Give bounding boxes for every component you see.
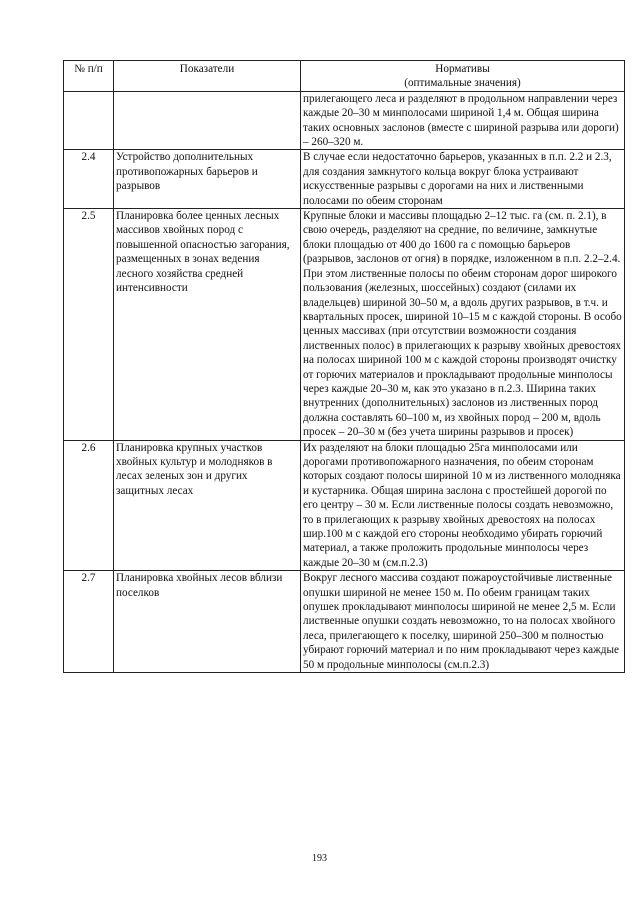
header-norms-title: Нормативы (435, 63, 490, 75)
table-row (64, 571, 625, 673)
header-num: № п/п (64, 61, 114, 92)
row-norm: В случае если недостаточно барьеров, указанных в п.п. 2.2 и 2.3, для создания замкнутого кольца вокруг блока устраивают искусственные разрывы с дорогами на них и лиственными полосами по обеим сторонам (301, 150, 625, 209)
norms-table (63, 60, 625, 673)
row-indicator: Устройство дополнительных противопожарных барьеров и разрывов (114, 150, 301, 209)
row-indicator: Планировка хвойных лесов вблизи поселков (114, 571, 301, 673)
header-indicators: Показатели (114, 61, 301, 92)
table-header-row (64, 61, 625, 92)
table-row (64, 440, 625, 571)
table-row (64, 209, 625, 441)
row-number: 2.6 (64, 440, 114, 571)
row-number: 2.4 (64, 150, 114, 209)
row-norm: Их разделяют на блоки площадью 25га минполосами или дорогами противопожарного назначения, по обеим сторонам которых создают полосы шириной 10 м из лиственного молодняка и кустарника. Общая ширина заслона с простейшей дорогой по его центру – 30 м. Если лиственные полосы создать невозможно, то в прилегающих к разрыву хвойных древостоях на полосах шир.100 м с каждой его стороны необходимо убирать горючий материал, а также проложить продольные минполосы через каждые 20–30 м (см.п.2.3) (301, 440, 625, 571)
row-number: 2.7 (64, 571, 114, 673)
page-number: 193 (312, 853, 327, 864)
document-page (63, 60, 624, 673)
table-row (64, 91, 625, 150)
row-indicator: Планировка более ценных лесных массивов хвойных пород с повышенной опасностью загорания, размещенных в зонах ведения лесного хозяйства средней интенсивности (114, 209, 301, 441)
header-norms-subtitle: (оптимальные значения) (404, 77, 521, 90)
row-indicator: Планировка крупных участков хвойных культур и молодняков в лесах зеленых зон и других защитных лесах (114, 440, 301, 571)
row-norm: Вокруг лесного массива создают пожароустойчивые лиственные опушки шириной не менее 150 м. По обеим границам таких опушек прокладывают минполосы шириной не менее 2,5 м. Если лиственные опушки создать невозможно, то на полосах хвойного леса, прилегающего к поселку, шириной 250–300 м полностью убирают горючий материал и по ним прокладывают через каждые 50 м продольные минполосы (см.п.2.3) (301, 571, 625, 673)
table-row (64, 150, 625, 209)
row-norm: прилегающего леса и разделяют в продольном направлении через каждые 20–30 м минполосами шириной 1,4 м. Общая ширина таких основных заслонов (вместе с шириной разрыва или дороги) – 260–320 м. (301, 91, 625, 150)
row-number (64, 91, 114, 150)
row-number: 2.5 (64, 209, 114, 441)
header-norms (301, 61, 625, 92)
row-norm: Крупные блоки и массивы площадью 2–12 тыс. га (см. п. 2.1), в свою очередь, разделяют на средние, по величине, замкнутые блоки площадью от 400 до 1600 га с помощью барьеров (разрывов, заслонов от огня) в порядке, изложенном в п.п. 2.2–2.4. При этом лиственные полосы по обеим сторонам дорог широкого пользования (железных, шоссейных) создают (силами их владельцев) шириной 30–50 м, а вдоль других разрывов, в т.ч. и квартальных просек, шириной 10–15 м с каждой стороны. В особо ценных массивах (при отсутствии возможности создания лиственных полос) в прилегающих к разрыву хвойных древостоях на полосах шириной 100 м с каждой стороны производят очистку от горючих материалов и прокладывают продольные минполосы через каждые 20–30 м, как это указано в п.2.3. Ширина таких внутренних (дополнительных) заслонов из лиственных пород должна составлять 60–100 м, из хвойных пород – 200 м, вдоль просек – 20–30 м (без учета ширины разрывов и просек) (301, 209, 625, 441)
row-indicator (114, 91, 301, 150)
